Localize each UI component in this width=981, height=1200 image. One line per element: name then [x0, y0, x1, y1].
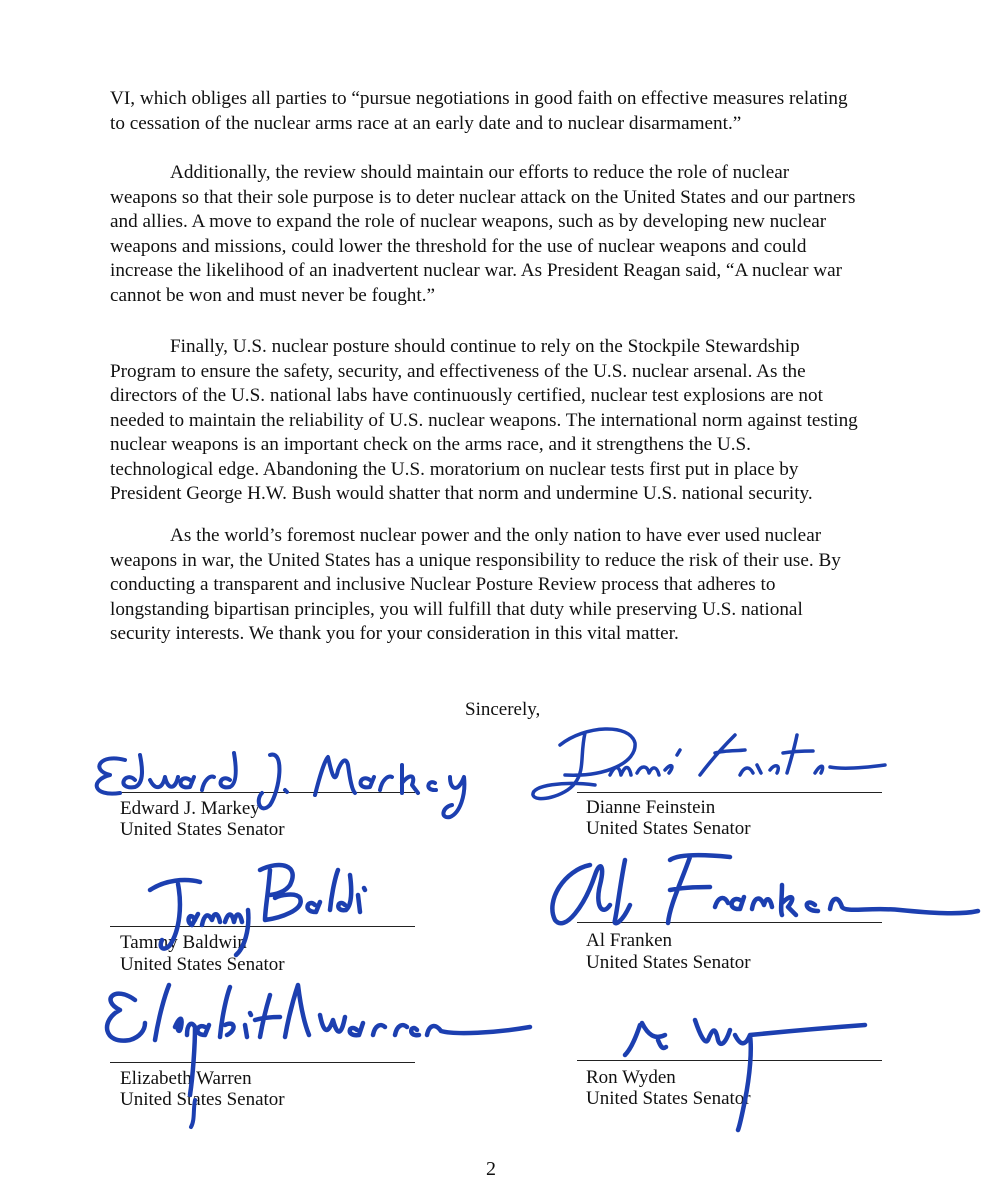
signatory-title: United States Senator	[120, 1089, 285, 1110]
text-line: conducting a transparent and inclusive Nuclear Posture Review process that adheres to	[110, 574, 776, 595]
signatory-name: Tammy Baldwin	[120, 932, 247, 953]
text-line: to cessation of the nuclear arms race at an early date and to nuclear disarmament.”	[110, 112, 742, 134]
text-line: weapons and missions, could lower the threshold for the use of nuclear weapons and could	[110, 235, 807, 257]
signatory-title: United States Senator	[120, 819, 285, 840]
signature-warren	[95, 965, 535, 1130]
signatory-title: United States Senator	[586, 1088, 751, 1109]
closing-salutation: Sincerely,	[465, 699, 541, 720]
signature-feinstein	[525, 715, 905, 825]
paragraph-conclusion	[110, 524, 870, 647]
signatory-name: Ron Wyden	[586, 1067, 676, 1088]
signatory-name: Edward J. Markey	[120, 798, 260, 819]
text-line: cannot be won and must never be fought.”	[110, 284, 436, 306]
text-line: increase the likelihood of an inadvertent nuclear war. As President Reagan said, “A nuclear war	[110, 260, 843, 281]
signatory-name: Al Franken	[586, 930, 673, 951]
text-line: security interests. We thank you for your consideration in this vital matter.	[110, 623, 679, 644]
signatory-title: United States Senator	[120, 954, 285, 975]
text-line: and allies. A move to expand the role of nuclear weapons, such as by developing new nuclear	[110, 211, 827, 232]
signatory-title: United States Senator	[586, 818, 751, 839]
signatory-title: United States Senator	[586, 952, 751, 973]
page-number: 2	[486, 1158, 496, 1180]
signature-franken	[530, 845, 980, 940]
signatory-name: Elizabeth Warren	[120, 1068, 252, 1089]
signature-markey	[80, 735, 480, 830]
text-line: President George H.W. Bush would shatter that norm and undermine U.S. national security.	[110, 483, 813, 504]
text-line: technological edge. Abandoning the U.S. moratorium on nuclear tests first put in place by	[110, 458, 799, 480]
text-line: Additionally, the review should maintain our efforts to reduce the role of nuclear	[170, 162, 790, 183]
paragraph-sole-purpose	[110, 161, 870, 308]
text-line: directors of the U.S. national labs have continuously certified, nuclear test explosions are not	[110, 385, 823, 406]
signatory-name: Dianne Feinstein	[586, 797, 716, 818]
text-line: As the world’s foremost nuclear power and the only nation to have ever used nuclear	[170, 525, 822, 546]
text-line: Program to ensure the safety, security, and effectiveness of the U.S. nuclear arsenal. As the	[110, 360, 806, 382]
text-line: weapons in war, the United States has a unique responsibility to reduce the risk of their use. By	[110, 549, 841, 571]
signature-wyden	[600, 1005, 870, 1135]
text-line: nuclear weapons is an important check on the arms race, and it strengthens the U.S.	[110, 434, 751, 455]
text-line: VI, which obliges all parties to “pursue negotiations in good faith on effective measures relating	[110, 88, 848, 109]
text-line: longstanding bipartisan principles, you will fulfill that duty while preserving U.S. national	[110, 598, 803, 620]
text-line: Finally, U.S. nuclear posture should continue to rely on the Stockpile Stewardship	[170, 336, 800, 357]
paragraph-stockpile-stewardship	[110, 335, 870, 507]
paragraph-treaty-article	[110, 87, 870, 136]
text-line: weapons so that their sole purpose is to deter nuclear attack on the United States and our partners	[110, 186, 856, 208]
signature-baldwin	[140, 850, 380, 960]
text-line: needed to maintain the reliability of U.S. nuclear weapons. The international norm against testing	[110, 409, 858, 431]
